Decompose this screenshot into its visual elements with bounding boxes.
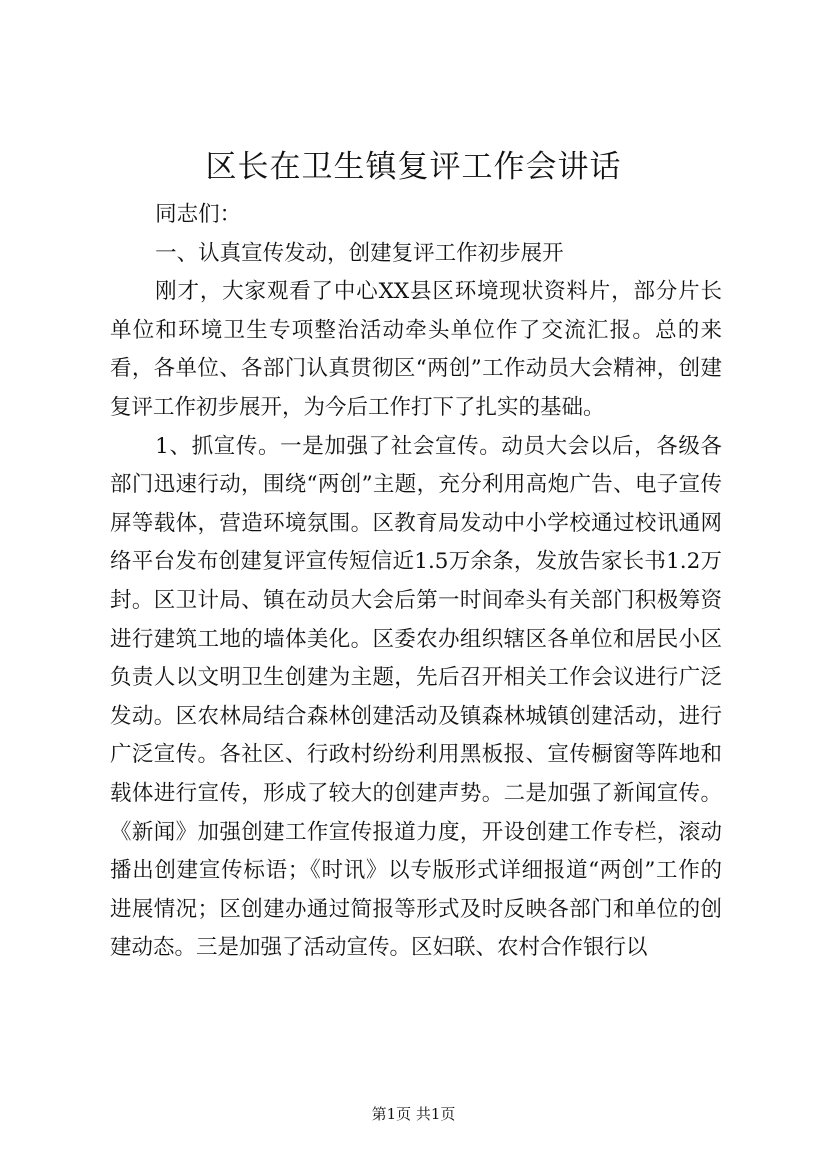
salutation: 同志们：: [155, 202, 242, 227]
page-number: 第1页 共1页: [371, 1105, 456, 1123]
section-heading: 一、认真宣传发动，创建复评工作初步展开: [155, 240, 564, 266]
document-body: [110, 196, 722, 968]
paragraph: 1、抓宣传。一是加强了社会宣传。动员大会以后，各级各部门迅速行动，围绕“两创”主题，充分利用高炮广告、电子宣传屏等载体，营造环境氛围。区教育局发动中小学校通过校讯通网络平台发布创建复评宣传短信近1.5万余条，发放告家长书1.2万封。区卫计局、镇在动员大会后第一时间牵头有关部门积极筹资进行建筑工地的墙体美化。区委农办组织辖区各单位和居民小区负责人以文明卫生创建为主题，先后召开相关工作会议进行广泛发动。区农林局结合森林创建活动及镇森林城镇创建活动，进行广泛宣传。各社区、行政村纷纷利用黑板报、宣传橱窗等阵地和载体进行宣传，形成了较大的创建声势。二是加强了新闻宣传。《新闻》加强创建工作宣传报道力度，开设创建工作专栏，滚动播出创建宣传标语；《时讯》以专版形式详细报道“两创”工作的进展情况；区创建办通过简报等形式及时反映各部门和单位的创建动态。三是加强了活动宣传。区妇联、农村合作银行以: [110, 433, 722, 961]
document-title: 区长在卫生镇复评工作会讲话: [205, 149, 622, 185]
paragraph: 刚才，大家观看了中心XX县区环境现状资料片，部分片长单位和环境卫生专项整治活动牵头单位作了交流汇报。总的来看，各单位、各部门认真贯彻区“两创”工作动员大会精神，创建复评工作初步展开，为今后工作打下了扎实的基础。: [110, 279, 722, 420]
